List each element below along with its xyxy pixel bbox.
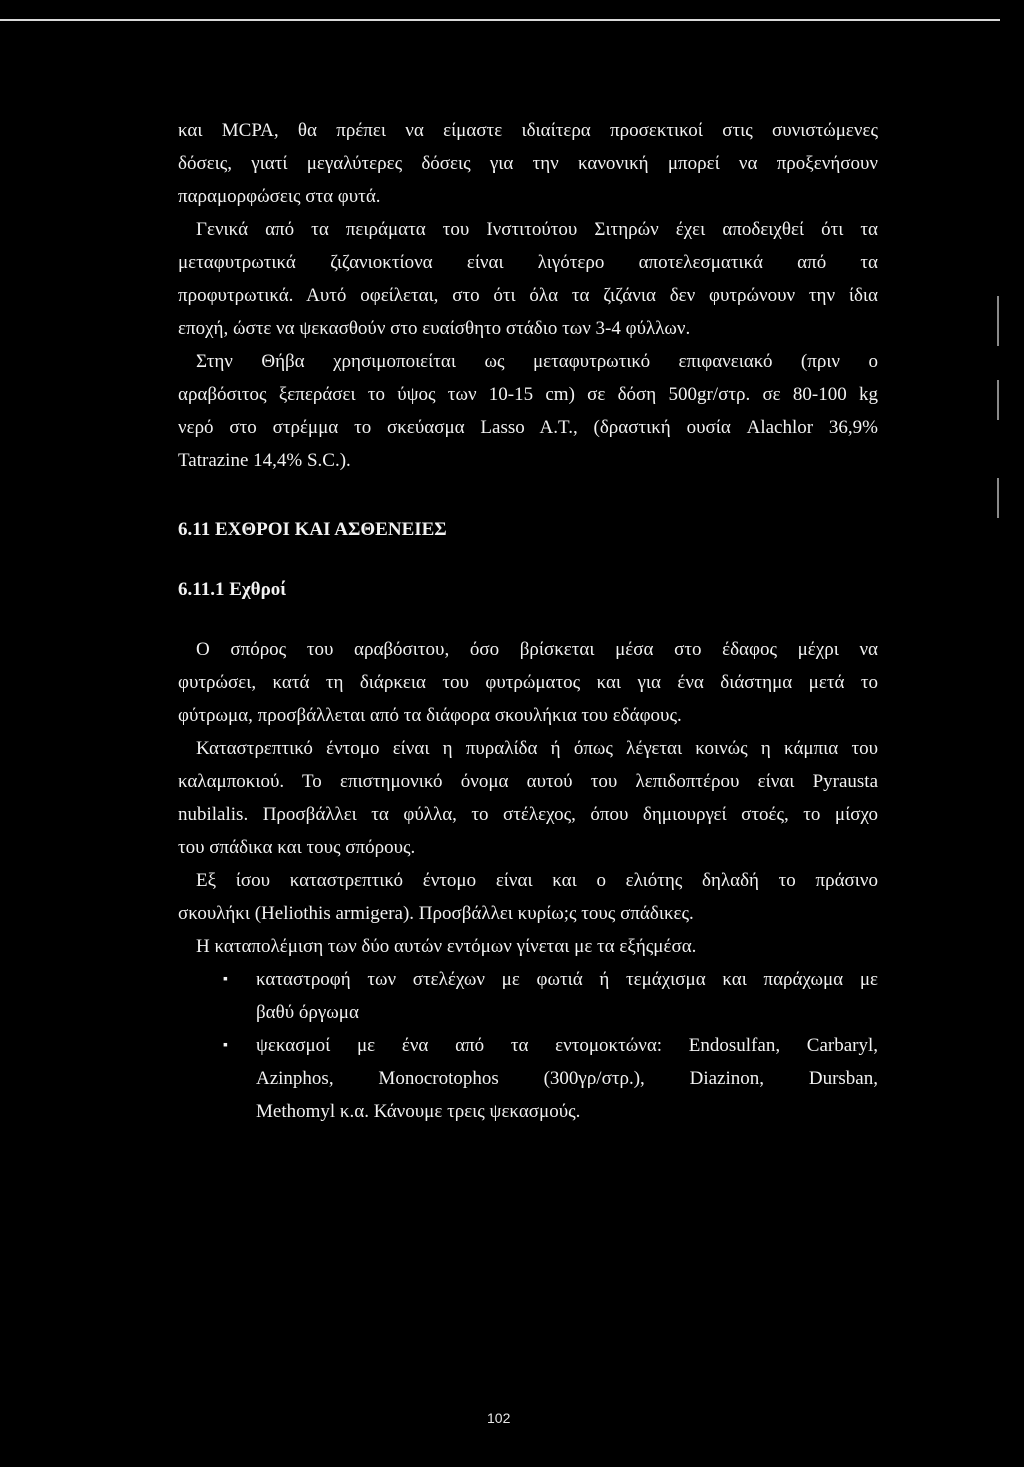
page-number: 102	[487, 1410, 511, 1426]
text-line: Ο σπόρος του αραβόσιτου, όσο βρίσκεται μέσα στο έδαφος μέχρι να	[196, 639, 878, 660]
text-line: Γενικά από τα πειράματα του Ινστιτούτου Σιτηρών έχει αποδειχθεί ότι τα	[196, 219, 878, 240]
text-line: φύτρωμα, προσβάλλεται από τα διάφορα σκουλήκια του εδάφους.	[178, 705, 682, 726]
text-line: δόσεις, γιατί μεγαλύτερες δόσεις για την κανονική μπορεί να προξενήσουν	[178, 153, 878, 174]
text-line: βαθύ όργωμα	[256, 1002, 359, 1023]
text-line: Στην Θήβα χρησιμοποιείται ως μεταφυτρωτικό επιφανειακό (πριν ο	[196, 351, 878, 372]
text-line: καταστροφή των στελέχων με φωτιά ή τεμάχισμα και παράχωμα με	[256, 969, 878, 990]
text-line: φυτρώσει, κατά τη διάρκεια του φυτρώματος και για ένα διάστημα μετά το	[178, 672, 878, 693]
edge-mark	[997, 296, 999, 346]
text-line: Azinphos, Monocrotophos (300γρ/στρ.), Diazinon, Dursban,	[256, 1068, 878, 1089]
text-line: Η καταπολέμιση των δύο αυτών εντόμων γίνεται με τα εξήςμέσα.	[196, 936, 697, 957]
text-line: μεταφυτρωτικά ζιζανιοκτίονα είναι λιγότερο αποτελεσματικά από τα	[178, 252, 878, 273]
paragraph-herbicides	[178, 114, 878, 477]
text-line: και MCPA, θα πρέπει να είμαστε ιδιαίτερα προσεκτικοί στις συνιστώμενες	[178, 120, 878, 141]
text-line: Tatrazine 14,4% S.C.).	[178, 450, 351, 471]
bullet-icon: ▪	[223, 972, 228, 987]
paragraph-enemies	[178, 633, 878, 963]
text-line: σκουλήκι (Heliothis armigera). Προσβάλλει κυρίω;ς τους σπάδικες.	[178, 903, 694, 924]
bullet-icon: ▪	[223, 1038, 228, 1053]
text-line: του σπάδικα και τους σπόρους.	[178, 837, 416, 858]
text-line: αραβόσιτος ξεπεράσει το ύψος των 10-15 cm) σε δόση 500gr/στρ. σε 80-100 kg	[178, 384, 878, 405]
edge-mark	[997, 478, 999, 518]
subsection-heading: 6.11.1 Εχθροί	[178, 579, 287, 600]
text-line: παραμορφώσεις στα φυτά.	[178, 186, 381, 207]
section-heading: 6.11 ΕΧΘΡΟΙ ΚΑΙ ΑΣΘΕΝΕΙΕΣ	[178, 519, 447, 540]
text-line: ψεκασμοί με ένα από τα εντομοκτώνα: Endosulfan, Carbaryl,	[256, 1035, 878, 1056]
list-item	[178, 1029, 878, 1128]
text-line: προφυτρωτικά. Αυτό οφείλεται, στο ότι όλα τα ζιζάνια δεν φυτρώνουν την ίδια	[178, 285, 878, 306]
text-line: Εξ ίσου καταστρεπτικό έντομο είναι και ο ελιότης δηλαδή το πράσινο	[196, 870, 878, 891]
text-line: Methomyl κ.α. Κάνουμε τρεις ψεκασμούς.	[256, 1101, 581, 1122]
edge-mark	[997, 380, 999, 420]
top-rule	[0, 19, 1000, 21]
bullet-list	[178, 963, 878, 1128]
text-line: nubilalis. Προσβάλλει τα φύλλα, το στέλεχος, όπου δημιουργεί στοές, το μίσχο	[178, 804, 878, 825]
text-line: εποχή, ώστε να ψεκασθούν στο ευαίσθητο στάδιο των 3-4 φύλλων.	[178, 318, 691, 339]
text-line: Καταστρεπτικό έντομο είναι η πυραλίδα ή όπως λέγεται κοινώς η κάμπια του	[196, 738, 878, 759]
list-item	[178, 963, 878, 1029]
text-line: καλαμποκιού. Το επιστημονικό όνομα αυτού του λεπιδοπτέρου είναι Pyrausta	[178, 771, 878, 792]
text-line: νερό στο στρέμμα το σκεύασμα Lasso A.T., (δραστική ουσία Alachlor 36,9%	[178, 417, 878, 438]
document-page	[178, 114, 878, 1128]
